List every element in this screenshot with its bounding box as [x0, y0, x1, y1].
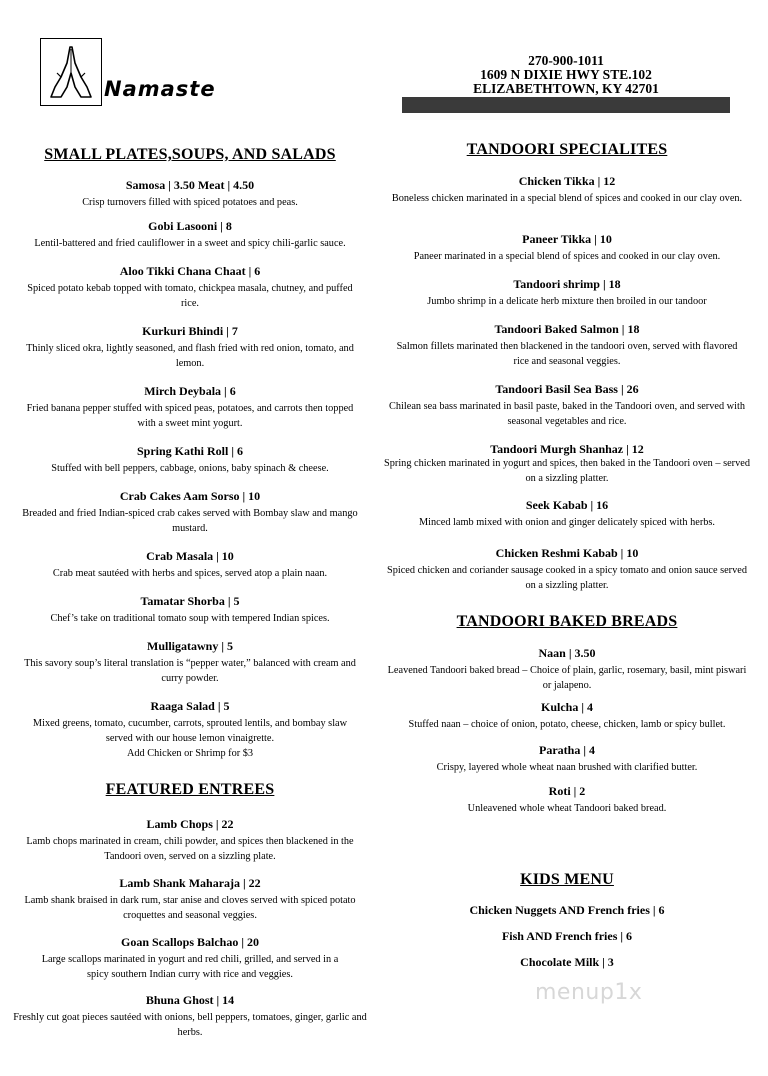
item-desc: Stuffed naan – choice of onion, potato, cheese, chicken, lamb or spicy bullet.	[408, 719, 726, 730]
section-title-small-plates: SMALL PLATES,SOUPS, AND SALADS	[44, 146, 336, 163]
item-name: Chicken Reshmi Kabab | 10	[495, 546, 639, 560]
item-desc: Minced lamb mixed with onion and ginger delicately spiced with herbs.	[419, 517, 715, 528]
item-name: Lamb Chops | 22	[146, 817, 234, 831]
item-desc: Mixed greens, tomato, cucumber, carrots, sprouted lentils, and bombay slaw served with our house lemon vinaigrette.	[32, 718, 348, 744]
section-title-tandoori: TANDOORI SPECIALITES	[466, 141, 668, 158]
menu-item	[378, 382, 756, 429]
item-name: Naan | 3.50	[538, 646, 596, 660]
menu-item	[378, 903, 756, 917]
restaurant-contact	[402, 54, 730, 96]
item-name: Raaga Salad | 5	[150, 699, 230, 713]
item-name: Tandoori shrimp | 18	[513, 277, 621, 291]
item-desc: Freshly cut goat pieces sautéed with onions, bell peppers, tomatoes, ginger, garlic and herbs.	[13, 1012, 367, 1038]
item-desc: This savory soup’s literal translation is “pepper water,” balanced with cream and curry powder.	[24, 658, 356, 684]
item-name: Chicken Tikka | 12	[518, 174, 616, 188]
item-desc: Crab meat sautéed with herbs and spices, served atop a plain naan.	[52, 568, 328, 579]
item-desc: Stuffed with bell peppers, cabbage, onions, baby spinach & cheese.	[51, 463, 329, 474]
item-name: Kurkuri Bhindi | 7	[142, 324, 238, 338]
address-line-1: 1609 N DIXIE HWY STE.102	[480, 67, 652, 82]
item-name: Tamatar Shorba | 5	[140, 594, 240, 608]
item-name: Tandoori Murgh Shanhaz | 12	[490, 442, 644, 456]
menu-item	[12, 817, 368, 864]
menu-item	[378, 700, 756, 732]
item-desc: Boneless chicken marinated in a special blend of spices and cooked in our clay oven.	[391, 193, 743, 204]
menu-item	[378, 498, 756, 530]
item-name: Roti | 2	[548, 784, 586, 798]
item-desc: Chilean sea bass marinated in basil paste, baked in the Tandoori oven, and served with seasonal vegetables and rice.	[389, 401, 745, 427]
logo-text: Namaste	[104, 77, 216, 101]
phone-number: 270-900-1011	[528, 53, 604, 68]
menu-item	[12, 264, 368, 311]
menu-item	[378, 646, 756, 693]
watermark-text: menup1x	[535, 980, 643, 1005]
item-note: Add Chicken or Shrimp for $3	[126, 748, 254, 759]
section-title-breads: TANDOORI BAKED BREADS	[456, 613, 678, 630]
header-divider-bar	[402, 97, 730, 113]
item-desc: Crispy, layered whole wheat naan brushed with clarified butter.	[436, 762, 698, 773]
menu-item	[378, 955, 756, 969]
item-desc: Breaded and fried Indian-spiced crab cakes served with Bombay slaw and mango mustard.	[22, 508, 358, 534]
item-desc: Crisp turnovers filled with spiced potatoes and peas.	[82, 197, 298, 208]
menu-item	[12, 384, 368, 431]
item-desc: Lentil-battered and fried cauliflower in a sweet and spicy chili-garlic sauce.	[34, 238, 346, 249]
menu-item	[378, 929, 756, 943]
menu-item	[12, 219, 368, 251]
item-name: Chocolate Milk | 3	[520, 955, 614, 969]
item-name: Spring Kathi Roll | 6	[137, 444, 243, 458]
menu-item	[12, 549, 368, 581]
item-name: Seek Kabab | 16	[525, 498, 609, 512]
item-name: Mulligatawny | 5	[147, 639, 233, 653]
item-desc: Spiced chicken and coriander sausage cooked in a spicy tomato and onion sauce served on a sizzling platter.	[387, 565, 747, 591]
item-desc: Lamb shank braised in dark rum, star anise and cloves served with spiced potato croquettes and seasonal veggies.	[24, 895, 356, 921]
menu-item	[12, 178, 368, 210]
menu-item	[12, 444, 368, 476]
item-name: Aloo Tikki Chana Chaat | 6	[119, 264, 261, 278]
menu-item	[12, 876, 368, 923]
item-desc: Paneer marinated in a special blend of spices and cooked in our clay oven.	[413, 251, 721, 262]
menu-item	[12, 489, 368, 536]
item-desc: Thinly sliced okra, lightly seasoned, and flash fried with red onion, tomato, and lemon.	[26, 343, 354, 369]
item-name: Samosa | 3.50 Meat | 4.50	[125, 178, 255, 192]
menu-item	[12, 699, 368, 761]
menu-item	[378, 784, 756, 816]
item-name: Fish AND French fries | 6	[501, 929, 633, 943]
item-desc: Chef’s take on traditional tomato soup with tempered Indian spices.	[50, 613, 330, 624]
item-name: Tandoori Basil Sea Bass | 26	[495, 382, 639, 396]
address-line-2: ELIZABETHTOWN, KY 42701	[473, 81, 659, 96]
menu-item	[12, 639, 368, 686]
menu-item	[378, 232, 756, 264]
item-name: Paratha | 4	[539, 743, 595, 757]
item-name: Paneer Tikka | 10	[522, 232, 612, 246]
praying-hands-icon	[47, 43, 95, 101]
item-desc: Spiced potato kebab topped with tomato, chickpea masala, chutney, and puffed rice.	[27, 283, 353, 309]
item-name: Chicken Nuggets AND French fries | 6	[469, 903, 665, 917]
menu-item	[378, 743, 756, 775]
section-title-featured-entrees: FEATURED ENTREES	[105, 781, 275, 798]
menu-item	[12, 935, 368, 982]
menu-item	[378, 174, 756, 206]
item-desc: Large scallops marinated in yogurt and red chili, grilled, and served in a spicy southern Indian curry with rice and veggies.	[41, 954, 339, 980]
menu-item	[378, 442, 756, 486]
logo-box	[40, 38, 102, 106]
menu-item	[378, 277, 756, 309]
item-name: Lamb Shank Maharaja | 22	[119, 876, 261, 890]
item-name: Bhuna Ghost | 14	[145, 993, 235, 1007]
item-desc: Lamb chops marinated in cream, chili powder, and spices then blackened in the Tandoori oven, served on a sizzling plate.	[26, 836, 354, 862]
section-title-kids-menu: KIDS MENU	[520, 871, 614, 888]
menu-item	[378, 546, 756, 593]
menu-item	[378, 322, 756, 369]
menu-item	[12, 324, 368, 371]
menu-item	[12, 993, 368, 1040]
item-desc: Jumbo shrimp in a delicate herb mixture then broiled in our tandoor	[427, 296, 707, 307]
item-name: Kulcha | 4	[541, 700, 593, 714]
item-desc: Unleavened whole wheat Tandoori baked bread.	[467, 803, 667, 814]
item-name: Gobi Lasooni | 8	[148, 219, 232, 233]
menu-item	[12, 594, 368, 626]
item-name: Crab Masala | 10	[146, 549, 234, 563]
item-desc: Fried banana pepper stuffed with spiced peas, potatoes, and carrots then topped with a sweet mint yogurt.	[26, 403, 354, 429]
item-desc: Leavened Tandoori baked bread – Choice of plain, garlic, rosemary, basil, mint piswari or jalapeno.	[387, 665, 747, 691]
item-name: Mirch Deybala | 6	[144, 384, 236, 398]
item-desc: Spring chicken marinated in yogurt and spices, then baked in the Tandoori oven – served on a sizzling platter.	[384, 458, 750, 484]
item-name: Goan Scallops Balchao | 20	[121, 935, 259, 949]
item-desc: Salmon fillets marinated then blackened in the tandoori oven, served with flavored rice and seasonal veggies.	[396, 341, 738, 367]
item-name: Crab Cakes Aam Sorso | 10	[119, 489, 261, 503]
item-name: Tandoori Baked Salmon | 18	[494, 322, 640, 336]
